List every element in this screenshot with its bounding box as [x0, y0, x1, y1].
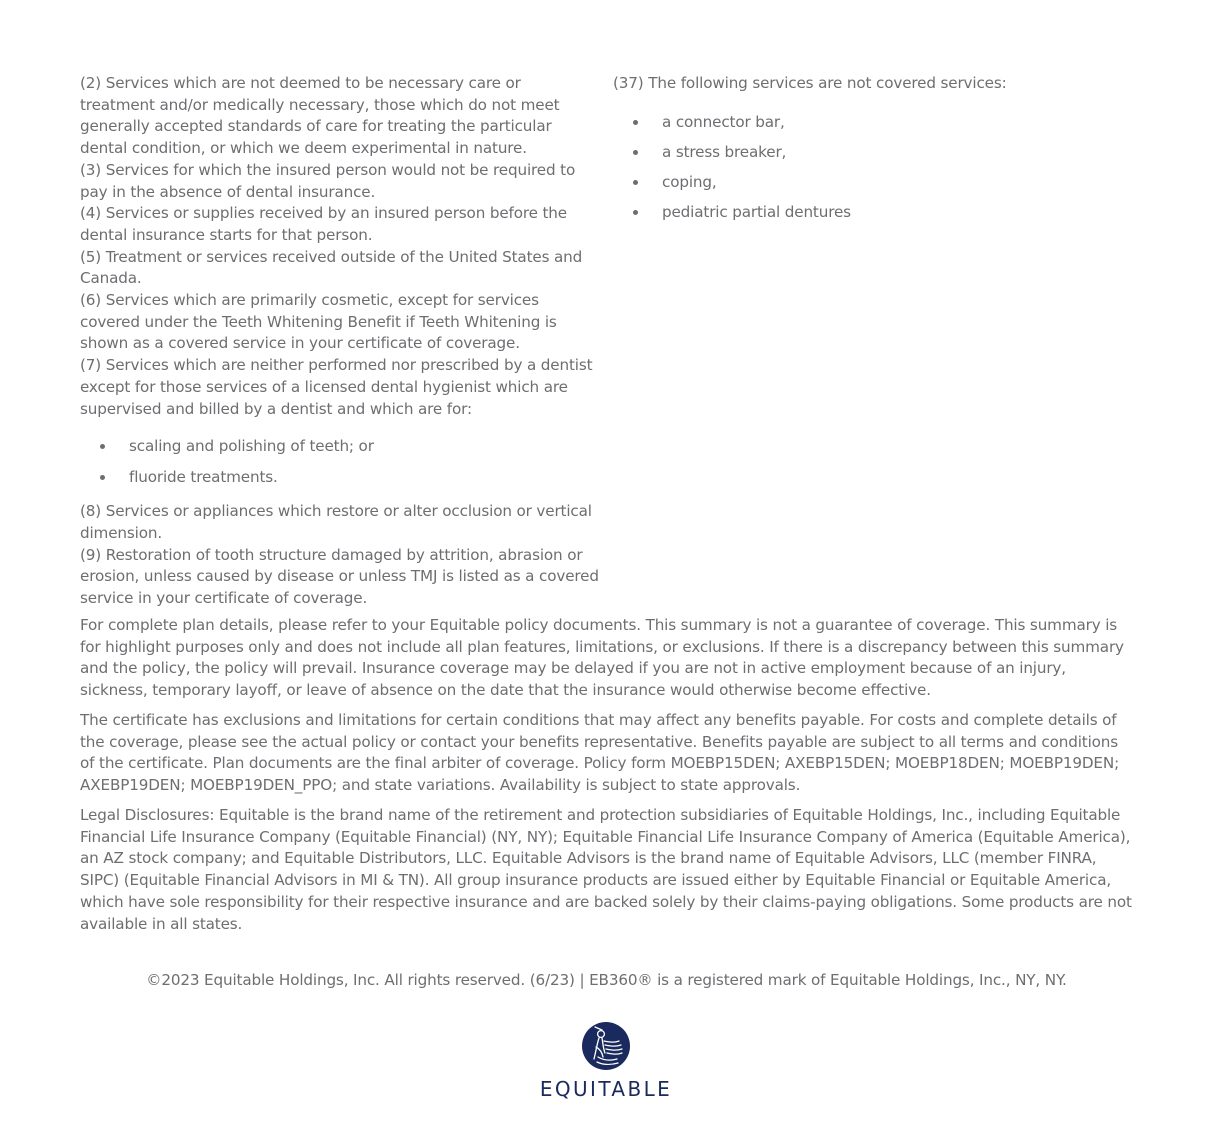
- list-item: [633, 112, 1133, 132]
- list-item: [633, 142, 1133, 162]
- exclusion-item-8: (8) Services or appliances which restore or alter occlusion or vertical dimension.: [80, 502, 592, 542]
- exclusion-item-5: (5) Treatment or services received outside of the United States and Canada.: [80, 247, 583, 288]
- equitable-logo: [506, 1021, 706, 1101]
- bullet-icon: [633, 150, 638, 155]
- bullet-icon: [633, 180, 638, 185]
- exclusion-item-6: (6) Services which are primarily cosmetic, except for services covered under the Teeth Whitening Benefit if Teeth Whitening is shown as a covered service in your certificate of coverage.: [80, 291, 557, 353]
- list-item: [100, 467, 600, 487]
- list-item-text: scaling and polishing of teeth; or: [129, 437, 374, 456]
- list-item: [100, 436, 600, 456]
- list-item-text: a connector bar,: [662, 112, 785, 131]
- exclusion-item-7: (7) Services which are neither performed nor prescribed by a dentist except for those services of a licensed dental hygienist which are supervised and billed by a dentist and which are for:: [80, 356, 593, 418]
- plan-details-disclaimer: For complete plan details, please refer to your Equitable policy documents. This summary is not a guarantee of coverage. This summary is for highlight purposes only and does not include all plan features, limitations, or exclusions. If there is a discrepancy between this summary and the policy, the policy will prevail. Insurance coverage may be delayed if you are not in active employment because of an injury, sickness, temporary layoff, or leave of absence on the date that the insurance would otherwise become effective.: [80, 616, 1124, 700]
- list-item-text: pediatric partial dentures: [662, 202, 851, 221]
- exclusions-right-column: [613, 73, 1133, 232]
- non-covered-services-list: [613, 112, 1133, 222]
- list-item: [633, 172, 1133, 192]
- bullet-icon: [633, 210, 638, 215]
- bullet-icon: [100, 475, 105, 480]
- equitable-lady-icon: [581, 1021, 631, 1071]
- list-item-text: fluoride treatments.: [129, 468, 278, 487]
- copyright-notice: ©2023 Equitable Holdings, Inc. All rights reserved. (6/23) | EB360® is a registered mark of Equitable Holdings, Inc., NY, NY.: [146, 971, 1067, 989]
- list-item-text: a stress breaker,: [662, 142, 787, 161]
- list-item: [633, 202, 1133, 222]
- exclusion-item-37: (37) The following services are not covered services:: [613, 74, 1007, 92]
- hygienist-services-list: [80, 436, 600, 487]
- bullet-icon: [100, 444, 105, 449]
- legal-disclosures: Legal Disclosures: Equitable is the brand name of the retirement and protection subsidiaries of Equitable Holdings, Inc., including Equitable Financial Life Insurance Company (Equitable Financial) (NY, NY); Equitable Financial Life Insurance Company of America (Equitable America), an AZ stock company; and Equitable Distributors, LLC. Equitable Advisors is the brand name of Equitable Advisors, LLC (member FINRA, SIPC) (Equitable Financial Advisors in MI & TN). All group insurance products are issued either by Equitable Financial or Equitable America, which have sole responsibility for their respective insurance and are backed solely by their claims-paying obligations. Some products are not available in all states.: [80, 806, 1132, 933]
- exclusions-left-column: [80, 73, 600, 610]
- list-item-text: coping,: [662, 172, 717, 191]
- bullet-icon: [633, 120, 638, 125]
- certificate-disclaimer: The certificate has exclusions and limitations for certain conditions that may affect any benefits payable. For costs and complete details of the coverage, please see the actual policy or contact your benefits representative. Benefits payable are subject to all terms and conditions of the certificate. Plan documents are the final arbiter of coverage. Policy form MOEBP15DEN; AXEBP15DEN; MOEBP18DEN; MOEBP19DEN; AXEBP19DEN; MOEBP19DEN_PPO; and state variations. Availability is subject to state approvals.: [80, 711, 1120, 795]
- exclusion-item-9: (9) Restoration of tooth structure damaged by attrition, abrasion or erosion, unless caused by disease or unless TMJ is listed as a covered service in your certificate of coverage.: [80, 545, 599, 608]
- exclusion-item-2: (2) Services which are not deemed to be necessary care or treatment and/or medically necessary, those which do not meet generally accepted standards of care for treating the particular dental condition, or which we deem experimental in nature.: [80, 74, 560, 158]
- equitable-wordmark: EQUITABLE: [539, 1077, 673, 1101]
- exclusion-item-3: (3) Services for which the insured person would not be required to pay in the absence of dental insurance.: [80, 160, 576, 201]
- exclusion-item-4: (4) Services or supplies received by an insured person before the dental insurance starts for that person.: [80, 204, 567, 244]
